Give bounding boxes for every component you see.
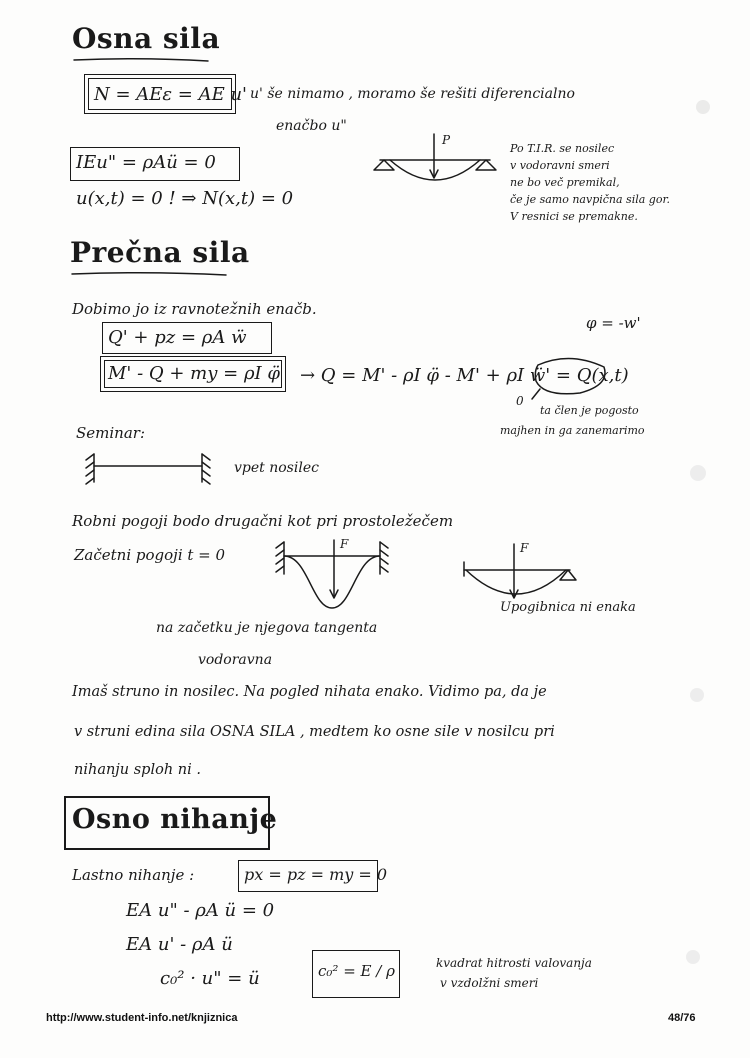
equation-wave-speed: c₀² = E / ρ [318, 962, 395, 980]
equation-dynamic: IEu" = ρAü = 0 [76, 152, 216, 173]
section-title-axial-force: Osna sila [72, 22, 221, 55]
equation-axial-force: N = AEε = AE u' [94, 84, 247, 105]
equation-shear-1: Q' + pz = ρA ẅ [108, 327, 247, 348]
simply-supported-beam-figure [370, 130, 500, 210]
seminar-label: Seminar: [76, 424, 146, 442]
equation-shear-2: M' - Q + my = ρI φ̈ [108, 363, 280, 384]
note-line: ne bo več premikal, [510, 176, 620, 189]
title-underline [70, 270, 230, 278]
load-label-left: F [340, 537, 349, 551]
note-line: če je samo navpična sila gor. [510, 193, 670, 206]
load-label-right: F [520, 541, 529, 555]
comment-line: u' še nimamo , moramo še rešiti diferencialno [250, 86, 575, 102]
term-note: majhen in ga zanemarimo [500, 424, 645, 437]
footer-page-number: 48/76 [668, 1012, 696, 1024]
scan-speck [690, 688, 704, 702]
footer-url: http://www.student-info.net/knjiznica [46, 1012, 238, 1024]
comment-line: enačbo u" [276, 118, 347, 134]
equation-vibration-1: EA u" - ρA ü = 0 [126, 900, 275, 921]
phi-relation: φ = -w' [586, 314, 641, 332]
initial-conditions-text: Začetni pogoji t = 0 [74, 546, 226, 564]
deflection-label: Upogibnica ni enaka [500, 600, 636, 615]
equation-result: u(x,t) = 0 ! ⇒ N(x,t) = 0 [76, 188, 294, 209]
paragraph-line: v struni edina sila OSNA SILA , medtem ko osne sile v nosilcu pri [74, 724, 555, 740]
scan-speck [686, 950, 700, 964]
fixed-beam-label: vpet nosilec [234, 460, 319, 476]
tangent-note: vodoravna [198, 652, 273, 668]
note-line: V resnici se premakne. [510, 210, 638, 223]
load-label: P [442, 133, 451, 147]
scan-speck [690, 465, 706, 481]
wave-speed-note: v vzdolžni smeri [440, 976, 539, 990]
paragraph-line: Imaš struno in nosilec. Na pogled nihata enako. Vidimo pa, da je [72, 684, 547, 700]
free-vibration-label: Lastno nihanje : [72, 866, 195, 884]
term-note: ta člen je pogosto [540, 404, 639, 417]
section-title-shear-force: Prečna sila [70, 236, 250, 269]
boundary-conditions-text: Robni pogoji bodo drugačni kot pri prostoležečem [72, 512, 454, 530]
free-vibration-condition: px = pz = my = 0 [244, 865, 388, 884]
fixed-beam-figure [82, 450, 214, 486]
side-note [510, 140, 710, 225]
title-underline [72, 56, 212, 64]
tangent-note: na začetku je njegova tangenta [156, 620, 378, 636]
wave-speed-note: kvadrat hitrosti valovanja [436, 956, 592, 970]
zero-mark: 0 [516, 394, 524, 408]
equation-shear-result: → Q = M' - ρI φ̈ - M' + ρI ẅ' = Q(x,t) [300, 365, 629, 386]
equation-vibration-3: c₀² · u" = ü [160, 968, 260, 989]
equation-vibration-2: EA u' - ρA ü [126, 934, 233, 955]
note-line: v vodoravni smeri [510, 159, 610, 172]
clamped-deflection-figure [272, 534, 392, 618]
section-title-axial-vibration: Osno nihanje [72, 804, 278, 835]
scan-speck [696, 100, 710, 114]
intro-text: Dobimo jo iz ravnotežnih enačb. [72, 300, 317, 318]
paragraph-line: nihanju sploh ni . [74, 762, 201, 778]
circled-term-marker [530, 355, 610, 401]
note-line: Po T.I.R. se nosilec [510, 142, 615, 155]
